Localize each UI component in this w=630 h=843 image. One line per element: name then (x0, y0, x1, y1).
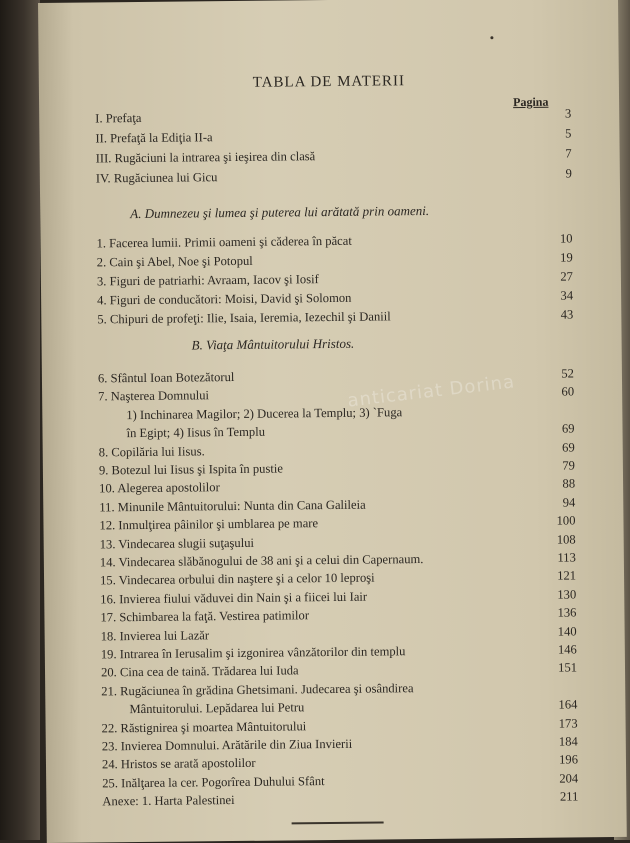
toc-entry-page: 19 (560, 250, 573, 265)
ink-speck (490, 36, 493, 39)
toc-entry-text: 10. Alegerea apostolilor (99, 480, 220, 496)
toc-entry-page: 3 (564, 106, 572, 121)
toc-entry-text: III. Rugăciuni la intrarea şi ieşirea din clasă (95, 149, 316, 166)
toc-entry-page: 88 (562, 476, 576, 491)
toc-entry-page: 60 (561, 384, 575, 399)
toc-entry-text: 1) Inchinarea Magilor; 2) Ducerea la Templu; 3) `Fuga (126, 405, 403, 422)
toc-entry-text: Anexe: 1. Harta Palestinei (102, 793, 235, 809)
toc-entry-page: 94 (562, 495, 576, 510)
toc-entry-text: în Egipt; 4) Iisus în Templu (126, 424, 266, 441)
page-title: TABLA DE MATERII (252, 73, 406, 91)
toc-entry-text: 15. Vindecarea orbului din naştere şi a celor 10 leproşi (99, 570, 375, 588)
toc-entry-text: II. Prefaţă la Ediţia II-a (95, 130, 213, 146)
toc-entry-text: 19. Intrarea în Ierusalim şi izgonirea vânzătorilor din templu (100, 644, 406, 662)
toc-entry-page: 69 (561, 421, 575, 436)
toc-entry-text: 22. Răstignirea şi moartea Mântuitorului (101, 718, 307, 736)
toc-entry-text: 18. Invierea lui Lazăr (100, 627, 210, 644)
toc-entry-text: 14. Vindecarea slăbănogului de 38 ani şi a celui din Capernaum. (99, 552, 424, 570)
toc-entry-text: 23. Invierea Domnului. Arătările din Ziua Invierii (101, 736, 353, 754)
section-a-heading: A. Dumnezeu şi lumea şi puterea lui arătată prin oameni. (130, 202, 430, 222)
toc-entry-page: 173 (558, 716, 578, 731)
toc-entry-page: 130 (557, 587, 577, 602)
toc-entry-text: IV. Rugăciunea lui Gicu (95, 170, 218, 186)
toc-entry-text: 1. Facerea lumii. Primii oameni şi căderea în păcat (96, 233, 352, 251)
toc-entry-page: 43 (560, 307, 574, 322)
toc-entry-page: 10 (559, 231, 573, 246)
toc-entry (96, 163, 572, 188)
toc-entry-text: 3. Figuri de patriarhi: Avraam, Iacov şi Iosif (96, 272, 319, 289)
toc-entry-page: 52 (561, 366, 574, 381)
toc-entry-page: 140 (557, 624, 577, 639)
toc-entry-page: 184 (558, 734, 578, 749)
toc-entry-page: 7 (565, 146, 572, 161)
toc-entry-page: 113 (557, 550, 576, 565)
toc-entry-page: 211 (559, 789, 579, 804)
toc-entry-page: 27 (560, 269, 573, 284)
section-b-heading: B. Viaţa Mântuitorului Hristos. (191, 335, 355, 353)
toc-entry-page: 79 (562, 458, 575, 473)
toc-entry-text: 5. Chipuri de profeţi: Ilie, Isaia, Ieremia, Iezechil şi Daniil (97, 309, 391, 327)
book-cover-left-edge (0, 0, 40, 840)
book-page (38, 0, 627, 843)
watermark: anticariat Dorina (346, 371, 517, 412)
toc-entry-text: Mântuitorului. Lepădarea lui Petru (129, 700, 305, 717)
toc-entry-text: 21. Rugăciunea în grădina Ghetsimani. Judecarea şi osândirea (101, 680, 414, 699)
toc-entry-page: 108 (556, 532, 576, 547)
toc-entry-page: 5 (565, 126, 572, 141)
toc-entry-text: I. Prefaţa (95, 110, 142, 126)
toc-entry-text: 16. Invierea fiului văduvei din Nain şi a fiicei lui Iair (100, 589, 368, 607)
toc-entry-page: 9 (565, 166, 572, 181)
toc-entry-text: 7. Naşterea Domnului (98, 388, 210, 404)
toc-entry-page: 146 (557, 642, 577, 657)
toc-entry-page: 136 (557, 605, 577, 620)
toc-entry-page: 204 (559, 771, 579, 786)
page-column-header: Pagina (513, 94, 549, 110)
toc-entry (97, 304, 573, 329)
toc-entry-page: 121 (557, 568, 577, 584)
toc-entry-text: 9. Botezul lui Iisus şi Ispita în pustie (98, 461, 283, 478)
toc-entry-page: 151 (558, 660, 578, 676)
closing-rule (292, 821, 384, 824)
toc-entry-text: 2. Cain şi Abel, Noe şi Potopul (96, 253, 253, 270)
toc-entry-page: 196 (559, 752, 579, 768)
toc-entry-page: 69 (562, 440, 575, 455)
toc-entry-text: 12. Inmulţirea pâinilor şi umblarea pe mare (99, 516, 319, 533)
toc-entry-text: 25. Inălţarea la cer. Pogorîrea Duhului Sfânt (102, 773, 325, 791)
toc-entry-text: 11. Minunile Mântuitorului: Nunta din Cana Galileia (99, 497, 366, 515)
toc-entry-text: 13. Vindecarea slugii suţaşului (99, 535, 255, 552)
toc-entry-page: 34 (560, 288, 574, 303)
toc-entry-text: 4. Figuri de conducători: Moisi, David şi Solomon (97, 290, 352, 308)
toc-entry-page: 100 (556, 513, 576, 528)
toc-entry-text: 6. Sfântul Ioan Botezătorul (97, 370, 235, 386)
toc-entry-text: 20. Cina cea de taină. Trădarea lui Iuda (100, 663, 299, 680)
toc-entry-text: 24. Hristos se arată apostolilor (101, 756, 256, 772)
toc-entry-text: 8. Copilăria lui Iisus. (98, 443, 205, 460)
toc-entry (102, 787, 578, 812)
toc-entry-text: 17. Schimbarea la faţă. Vestirea patimilor (100, 608, 310, 625)
toc-entry-page: 164 (558, 697, 578, 712)
